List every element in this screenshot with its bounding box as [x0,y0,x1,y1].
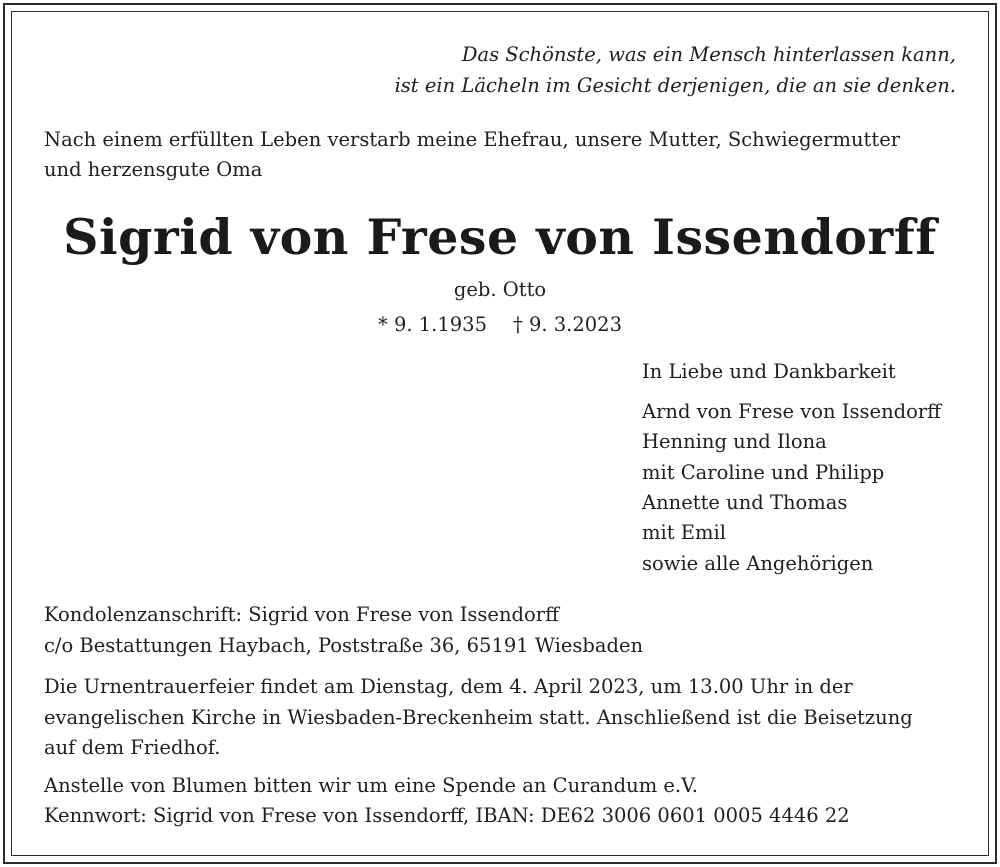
mourner-name: Henning und Ilona [642,430,827,453]
condolence-line-2: c/o Bestattungen Haybach, Poststraße 36, 65191 Wiesbaden [44,634,644,657]
birth-name: geb. Otto [453,278,547,301]
mourner-name: Arnd von Frese von Issendorff [642,400,942,423]
mourner-name: mit Caroline und Philipp [642,461,885,484]
mourner-name: mit Emil [642,521,726,544]
deceased-name: Sigrid von Frese von Issendorff [63,208,937,266]
mourners-heading: In Liebe und Dankbarkeit [642,360,896,383]
quote-line-1: Das Schönste, was ein Mensch hinterlassen kann, [461,43,956,66]
life-dates [0,313,1000,336]
ceremony-line-2: evangelischen Kirche in Wiesbaden-Breckenheim statt. Anschließend ist die Beisetzung [44,706,913,729]
donation-line-2: Kennwort: Sigrid von Frese von Issendorff, IBAN: DE62 3006 0601 0005 4446 22 [44,804,850,827]
ceremony-line-1: Die Urnentrauerfeier findet am Dienstag, dem 4. April 2023, um 13.00 Uhr in der [44,675,853,698]
condolence-line-1: Kondolenzanschrift: Sigrid von Frese von Issendorff [44,603,559,626]
death-date: † 9. 3.2023 [513,313,622,336]
ceremony-line-3: auf dem Friedhof. [44,736,221,759]
intro-line-2: und herzensgute Oma [44,158,263,181]
mourner-name: sowie alle Angehörigen [642,552,874,575]
donation-line-1: Anstelle von Blumen bitten wir um eine Spende an Curandum e.V. [44,774,698,797]
birth-date: * 9. 1.1935 [378,313,487,336]
intro-line-1: Nach einem erfüllten Leben verstarb meine Ehefrau, unsere Mutter, Schwiegermutter [44,128,901,151]
mourner-name: Annette und Thomas [642,491,848,514]
quote-line-2: ist ein Lächeln im Gesicht derjenigen, die an sie denken. [394,74,956,97]
